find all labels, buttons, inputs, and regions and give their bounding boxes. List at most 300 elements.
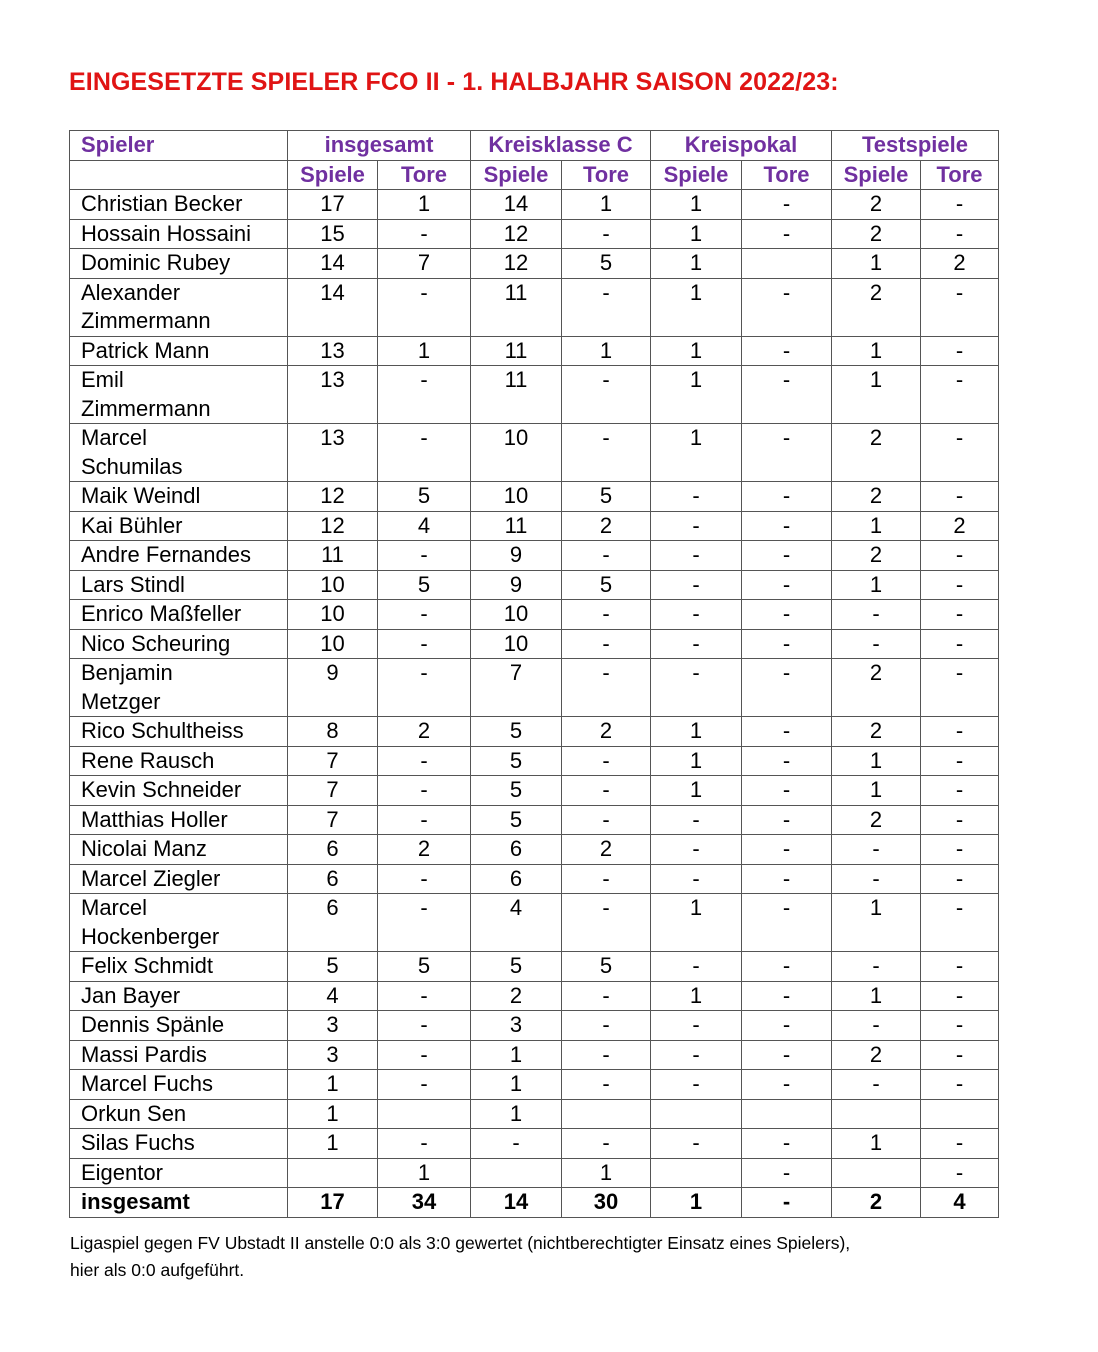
table-row (70, 1099, 999, 1129)
goals-cell: - (921, 717, 999, 747)
games-cell: 14 (471, 1188, 562, 1218)
goals-cell: - (742, 336, 832, 366)
goals-cell: 7 (378, 249, 471, 279)
goals-cell: - (742, 805, 832, 835)
goals-cell: - (378, 659, 471, 717)
games-cell: 2 (832, 717, 921, 747)
goals-cell: - (742, 190, 832, 220)
games-cell: - (651, 1070, 742, 1100)
goals-cell: 34 (378, 1188, 471, 1218)
goals-cell: - (742, 1070, 832, 1100)
goals-cell: - (378, 776, 471, 806)
player-name: Christian Becker (70, 190, 288, 220)
games-cell: - (651, 952, 742, 982)
goals-cell: - (921, 894, 999, 952)
table-row (70, 278, 999, 336)
goals-cell: - (562, 746, 651, 776)
table-row (70, 864, 999, 894)
games-cell: 11 (471, 366, 562, 424)
games-cell: 1 (651, 717, 742, 747)
goals-cell: - (562, 1129, 651, 1159)
games-cell: 10 (471, 424, 562, 482)
table-row (70, 629, 999, 659)
goals-cell: 5 (562, 570, 651, 600)
player-name: Nico Scheuring (70, 629, 288, 659)
games-cell: 5 (471, 746, 562, 776)
games-cell: - (651, 600, 742, 630)
games-cell: 2 (832, 278, 921, 336)
goals-cell: - (742, 1040, 832, 1070)
games-cell: 5 (471, 952, 562, 982)
games-cell: 1 (651, 190, 742, 220)
goals-cell: - (921, 746, 999, 776)
games-cell: 12 (288, 511, 378, 541)
games-cell: - (832, 835, 921, 865)
goals-cell: 5 (562, 249, 651, 279)
games-cell: - (651, 570, 742, 600)
goals-cell: - (562, 366, 651, 424)
goals-cell: - (742, 894, 832, 952)
goals-cell: 1 (378, 336, 471, 366)
goals-cell: - (742, 776, 832, 806)
player-name: Lars Stindl (70, 570, 288, 600)
goals-cell: - (921, 219, 999, 249)
goals-cell: - (562, 805, 651, 835)
goals-cell: - (921, 981, 999, 1011)
games-cell: 7 (288, 776, 378, 806)
games-cell: 1 (832, 981, 921, 1011)
goals-cell: 2 (921, 249, 999, 279)
goals-cell: - (742, 541, 832, 571)
games-cell: 1 (832, 1129, 921, 1159)
goals-cell: - (378, 1040, 471, 1070)
table-row (70, 776, 999, 806)
games-cell: 13 (288, 336, 378, 366)
table-row (70, 1158, 999, 1188)
games-cell: 11 (471, 511, 562, 541)
goals-cell: - (742, 1188, 832, 1218)
player-stats-table (69, 130, 999, 1218)
goals-cell: 2 (921, 511, 999, 541)
games-cell: 6 (288, 894, 378, 952)
goals-cell: - (562, 600, 651, 630)
header-sub: Spiele (288, 160, 378, 190)
games-cell: 2 (832, 424, 921, 482)
games-cell: 10 (471, 629, 562, 659)
goals-cell: - (742, 835, 832, 865)
player-name: Kevin Schneider (70, 776, 288, 806)
table-row (70, 190, 999, 220)
games-cell: - (832, 1011, 921, 1041)
goals-cell: - (378, 600, 471, 630)
header-sub: Tore (378, 160, 471, 190)
games-cell: 1 (651, 366, 742, 424)
games-cell: 1 (832, 511, 921, 541)
player-name: Felix Schmidt (70, 952, 288, 982)
table-row (70, 336, 999, 366)
header-empty (70, 160, 288, 190)
table-row (70, 1040, 999, 1070)
goals-cell: 5 (378, 952, 471, 982)
goals-cell: - (378, 424, 471, 482)
player-name: Marcel Hockenberger (70, 894, 288, 952)
games-cell: 2 (832, 1040, 921, 1070)
games-cell: 10 (288, 629, 378, 659)
player-name: Kai Bühler (70, 511, 288, 541)
games-cell: 1 (651, 424, 742, 482)
table-row (70, 541, 999, 571)
player-name: Jan Bayer (70, 981, 288, 1011)
goals-cell: - (742, 570, 832, 600)
player-name: Marcel Schumilas (70, 424, 288, 482)
games-cell: 7 (471, 659, 562, 717)
games-cell: 5 (471, 717, 562, 747)
goals-cell: - (378, 366, 471, 424)
goals-cell: 5 (562, 482, 651, 512)
table-row (70, 835, 999, 865)
games-cell: 6 (288, 835, 378, 865)
games-cell: 6 (471, 864, 562, 894)
goals-cell: 30 (562, 1188, 651, 1218)
goals-cell: 5 (562, 952, 651, 982)
games-cell: 2 (832, 190, 921, 220)
goals-cell: 4 (378, 511, 471, 541)
goals-cell: - (378, 278, 471, 336)
player-name: Rico Schultheiss (70, 717, 288, 747)
games-cell: 10 (288, 600, 378, 630)
header-sub: Spiele (471, 160, 562, 190)
games-cell: - (651, 805, 742, 835)
games-cell: 1 (651, 336, 742, 366)
goals-cell: - (921, 1129, 999, 1159)
goals-cell: - (378, 541, 471, 571)
games-cell: 2 (832, 1188, 921, 1218)
table-row (70, 1070, 999, 1100)
goals-cell: - (742, 629, 832, 659)
goals-cell: - (562, 1070, 651, 1100)
player-name: Matthias Holler (70, 805, 288, 835)
page-title: EINGESETZTE SPIELER FCO II - 1. HALBJAHR SAISON 2022/23: (69, 68, 839, 96)
header-sub: Tore (562, 160, 651, 190)
goals-cell: 2 (562, 835, 651, 865)
games-cell: - (651, 511, 742, 541)
goals-cell: - (562, 659, 651, 717)
goals-cell: - (742, 600, 832, 630)
goals-cell: - (921, 482, 999, 512)
goals-cell: - (921, 190, 999, 220)
table-row (70, 659, 999, 717)
goals-cell: 2 (562, 717, 651, 747)
games-cell: - (651, 1040, 742, 1070)
games-cell: - (651, 629, 742, 659)
goals-cell: - (378, 629, 471, 659)
player-name: Alexander Zimmermann (70, 278, 288, 336)
goals-cell: - (921, 336, 999, 366)
goals-cell: - (921, 864, 999, 894)
games-cell: - (651, 659, 742, 717)
player-name: Enrico Maßfeller (70, 600, 288, 630)
table-row (70, 511, 999, 541)
games-cell: 1 (651, 1188, 742, 1218)
goals-cell: - (742, 366, 832, 424)
player-name: Eigentor (70, 1158, 288, 1188)
goals-cell: - (562, 424, 651, 482)
goals-cell: 5 (378, 482, 471, 512)
games-cell: 1 (471, 1099, 562, 1129)
games-cell: 13 (288, 424, 378, 482)
games-cell: 10 (288, 570, 378, 600)
games-cell: 14 (288, 249, 378, 279)
goals-cell: - (921, 541, 999, 571)
goals-cell: - (921, 278, 999, 336)
games-cell: - (471, 1129, 562, 1159)
goals-cell: - (742, 746, 832, 776)
games-cell: 1 (832, 336, 921, 366)
table-row (70, 570, 999, 600)
header-row-groups (70, 131, 999, 161)
header-group-insgesamt: insgesamt (288, 131, 471, 161)
table-row (70, 249, 999, 279)
games-cell: 11 (471, 278, 562, 336)
games-cell: 2 (832, 482, 921, 512)
games-cell: 11 (288, 541, 378, 571)
goals-cell: 2 (378, 717, 471, 747)
games-cell: - (832, 629, 921, 659)
goals-cell: - (378, 864, 471, 894)
goals-cell (562, 1099, 651, 1129)
table-row (70, 746, 999, 776)
games-cell: 17 (288, 190, 378, 220)
goals-cell: - (742, 278, 832, 336)
goals-cell: - (921, 1011, 999, 1041)
table-row (70, 952, 999, 982)
header-sub: Tore (921, 160, 999, 190)
games-cell (832, 1158, 921, 1188)
games-cell: - (651, 1129, 742, 1159)
goals-cell: - (921, 424, 999, 482)
goals-cell: 1 (378, 190, 471, 220)
player-name: Orkun Sen (70, 1099, 288, 1129)
goals-cell: - (378, 1011, 471, 1041)
goals-cell: - (921, 1040, 999, 1070)
player-name: Patrick Mann (70, 336, 288, 366)
goals-cell: - (562, 981, 651, 1011)
table-row (70, 1129, 999, 1159)
table-row (70, 366, 999, 424)
goals-cell: - (921, 805, 999, 835)
goals-cell: - (921, 952, 999, 982)
goals-cell: 1 (562, 1158, 651, 1188)
goals-cell: 1 (562, 190, 651, 220)
games-cell (288, 1158, 378, 1188)
goals-cell: - (562, 629, 651, 659)
games-cell: 6 (471, 835, 562, 865)
goals-cell: - (378, 1129, 471, 1159)
games-cell: 1 (651, 249, 742, 279)
games-cell: 4 (471, 894, 562, 952)
player-name: insgesamt (70, 1188, 288, 1218)
goals-cell: - (742, 659, 832, 717)
player-name: Hossain Hossaini (70, 219, 288, 249)
goals-cell: - (378, 746, 471, 776)
games-cell: 1 (288, 1129, 378, 1159)
games-cell: 13 (288, 366, 378, 424)
goals-cell: - (378, 805, 471, 835)
header-row-sub (70, 160, 999, 190)
goals-cell: - (742, 482, 832, 512)
goals-cell: - (921, 1158, 999, 1188)
games-cell: 3 (471, 1011, 562, 1041)
games-cell: 1 (651, 278, 742, 336)
goals-cell: - (562, 776, 651, 806)
table-row (70, 805, 999, 835)
games-cell: 1 (288, 1099, 378, 1129)
games-cell: 10 (471, 482, 562, 512)
games-cell: 2 (832, 219, 921, 249)
games-cell: 4 (288, 981, 378, 1011)
games-cell: 8 (288, 717, 378, 747)
games-cell: 1 (832, 746, 921, 776)
goals-cell: - (562, 1011, 651, 1041)
player-name: Benjamin Metzger (70, 659, 288, 717)
games-cell: - (832, 952, 921, 982)
table-row (70, 981, 999, 1011)
games-cell: 9 (471, 541, 562, 571)
games-cell: - (651, 864, 742, 894)
games-cell: 15 (288, 219, 378, 249)
goals-cell: 1 (378, 1158, 471, 1188)
goals-cell (921, 1099, 999, 1129)
games-cell: - (832, 1070, 921, 1100)
goals-cell: - (742, 424, 832, 482)
goals-cell: - (742, 717, 832, 747)
games-cell: 3 (288, 1011, 378, 1041)
header-group-kreispokal: Kreispokal (651, 131, 832, 161)
games-cell: 14 (471, 190, 562, 220)
footnote-line-2: hier als 0:0 aufgeführt. (70, 1260, 245, 1280)
games-cell: 1 (832, 894, 921, 952)
player-name: Dominic Rubey (70, 249, 288, 279)
goals-cell: - (562, 1040, 651, 1070)
goals-cell: 2 (378, 835, 471, 865)
table-row (70, 717, 999, 747)
goals-cell: - (742, 1011, 832, 1041)
header-sub: Tore (742, 160, 832, 190)
games-cell: 1 (651, 219, 742, 249)
header-group-kreisklasse: Kreisklasse C (471, 131, 651, 161)
player-name: Marcel Fuchs (70, 1070, 288, 1100)
header-group-testspiele: Testspiele (832, 131, 999, 161)
goals-cell: 2 (562, 511, 651, 541)
games-cell: 1 (471, 1040, 562, 1070)
goals-cell: - (921, 835, 999, 865)
goals-cell: - (921, 600, 999, 630)
total-row (70, 1188, 999, 1218)
games-cell: 5 (471, 805, 562, 835)
table-row (70, 1011, 999, 1041)
games-cell: 1 (832, 570, 921, 600)
goals-cell: - (562, 894, 651, 952)
table-row (70, 424, 999, 482)
player-name: Nicolai Manz (70, 835, 288, 865)
player-name: Marcel Ziegler (70, 864, 288, 894)
goals-cell: - (742, 952, 832, 982)
goals-cell: - (921, 366, 999, 424)
goals-cell: 4 (921, 1188, 999, 1218)
header-sub: Spiele (651, 160, 742, 190)
goals-cell: - (562, 541, 651, 571)
games-cell: 1 (471, 1070, 562, 1100)
games-cell: - (651, 482, 742, 512)
games-cell: 2 (471, 981, 562, 1011)
player-name: Emil Zimmermann (70, 366, 288, 424)
games-cell: 2 (832, 541, 921, 571)
goals-cell (742, 249, 832, 279)
games-cell: 2 (832, 659, 921, 717)
games-cell: 12 (288, 482, 378, 512)
games-cell: 12 (471, 249, 562, 279)
goals-cell: - (562, 219, 651, 249)
games-cell: 5 (288, 952, 378, 982)
games-cell: 1 (832, 366, 921, 424)
games-cell (832, 1099, 921, 1129)
header-sub: Spiele (832, 160, 921, 190)
games-cell: 3 (288, 1040, 378, 1070)
games-cell: 1 (832, 249, 921, 279)
goals-cell: - (921, 659, 999, 717)
games-cell: 5 (471, 776, 562, 806)
games-cell: 1 (651, 746, 742, 776)
games-cell: - (832, 864, 921, 894)
games-cell: 9 (288, 659, 378, 717)
games-cell (651, 1158, 742, 1188)
goals-cell: - (921, 776, 999, 806)
footnote-line-1: Ligaspiel gegen FV Ubstadt II anstelle 0:0 als 3:0 gewertet (nichtberechtigter Einsatz eines Spielers), (70, 1233, 851, 1253)
goals-cell: - (921, 1070, 999, 1100)
games-cell: 10 (471, 600, 562, 630)
games-cell: 11 (471, 336, 562, 366)
games-cell: - (651, 541, 742, 571)
goals-cell: - (921, 629, 999, 659)
goals-cell: - (742, 981, 832, 1011)
games-cell: 7 (288, 746, 378, 776)
player-name: Silas Fuchs (70, 1129, 288, 1159)
games-cell: - (832, 600, 921, 630)
games-cell: 9 (471, 570, 562, 600)
games-cell: 2 (832, 805, 921, 835)
footnote (70, 1230, 1030, 1284)
games-cell: 12 (471, 219, 562, 249)
goals-cell: - (562, 864, 651, 894)
goals-cell: - (378, 1070, 471, 1100)
goals-cell: - (742, 1129, 832, 1159)
games-cell: - (651, 1011, 742, 1041)
table-row (70, 600, 999, 630)
games-cell (471, 1158, 562, 1188)
goals-cell (378, 1099, 471, 1129)
player-name: Maik Weindl (70, 482, 288, 512)
player-name: Rene Rausch (70, 746, 288, 776)
table-row (70, 894, 999, 952)
goals-cell: 5 (378, 570, 471, 600)
goals-cell: - (378, 219, 471, 249)
games-cell: 6 (288, 864, 378, 894)
goals-cell: - (921, 570, 999, 600)
goals-cell: - (378, 981, 471, 1011)
goals-cell: - (742, 1158, 832, 1188)
table-row (70, 219, 999, 249)
games-cell: 1 (651, 894, 742, 952)
